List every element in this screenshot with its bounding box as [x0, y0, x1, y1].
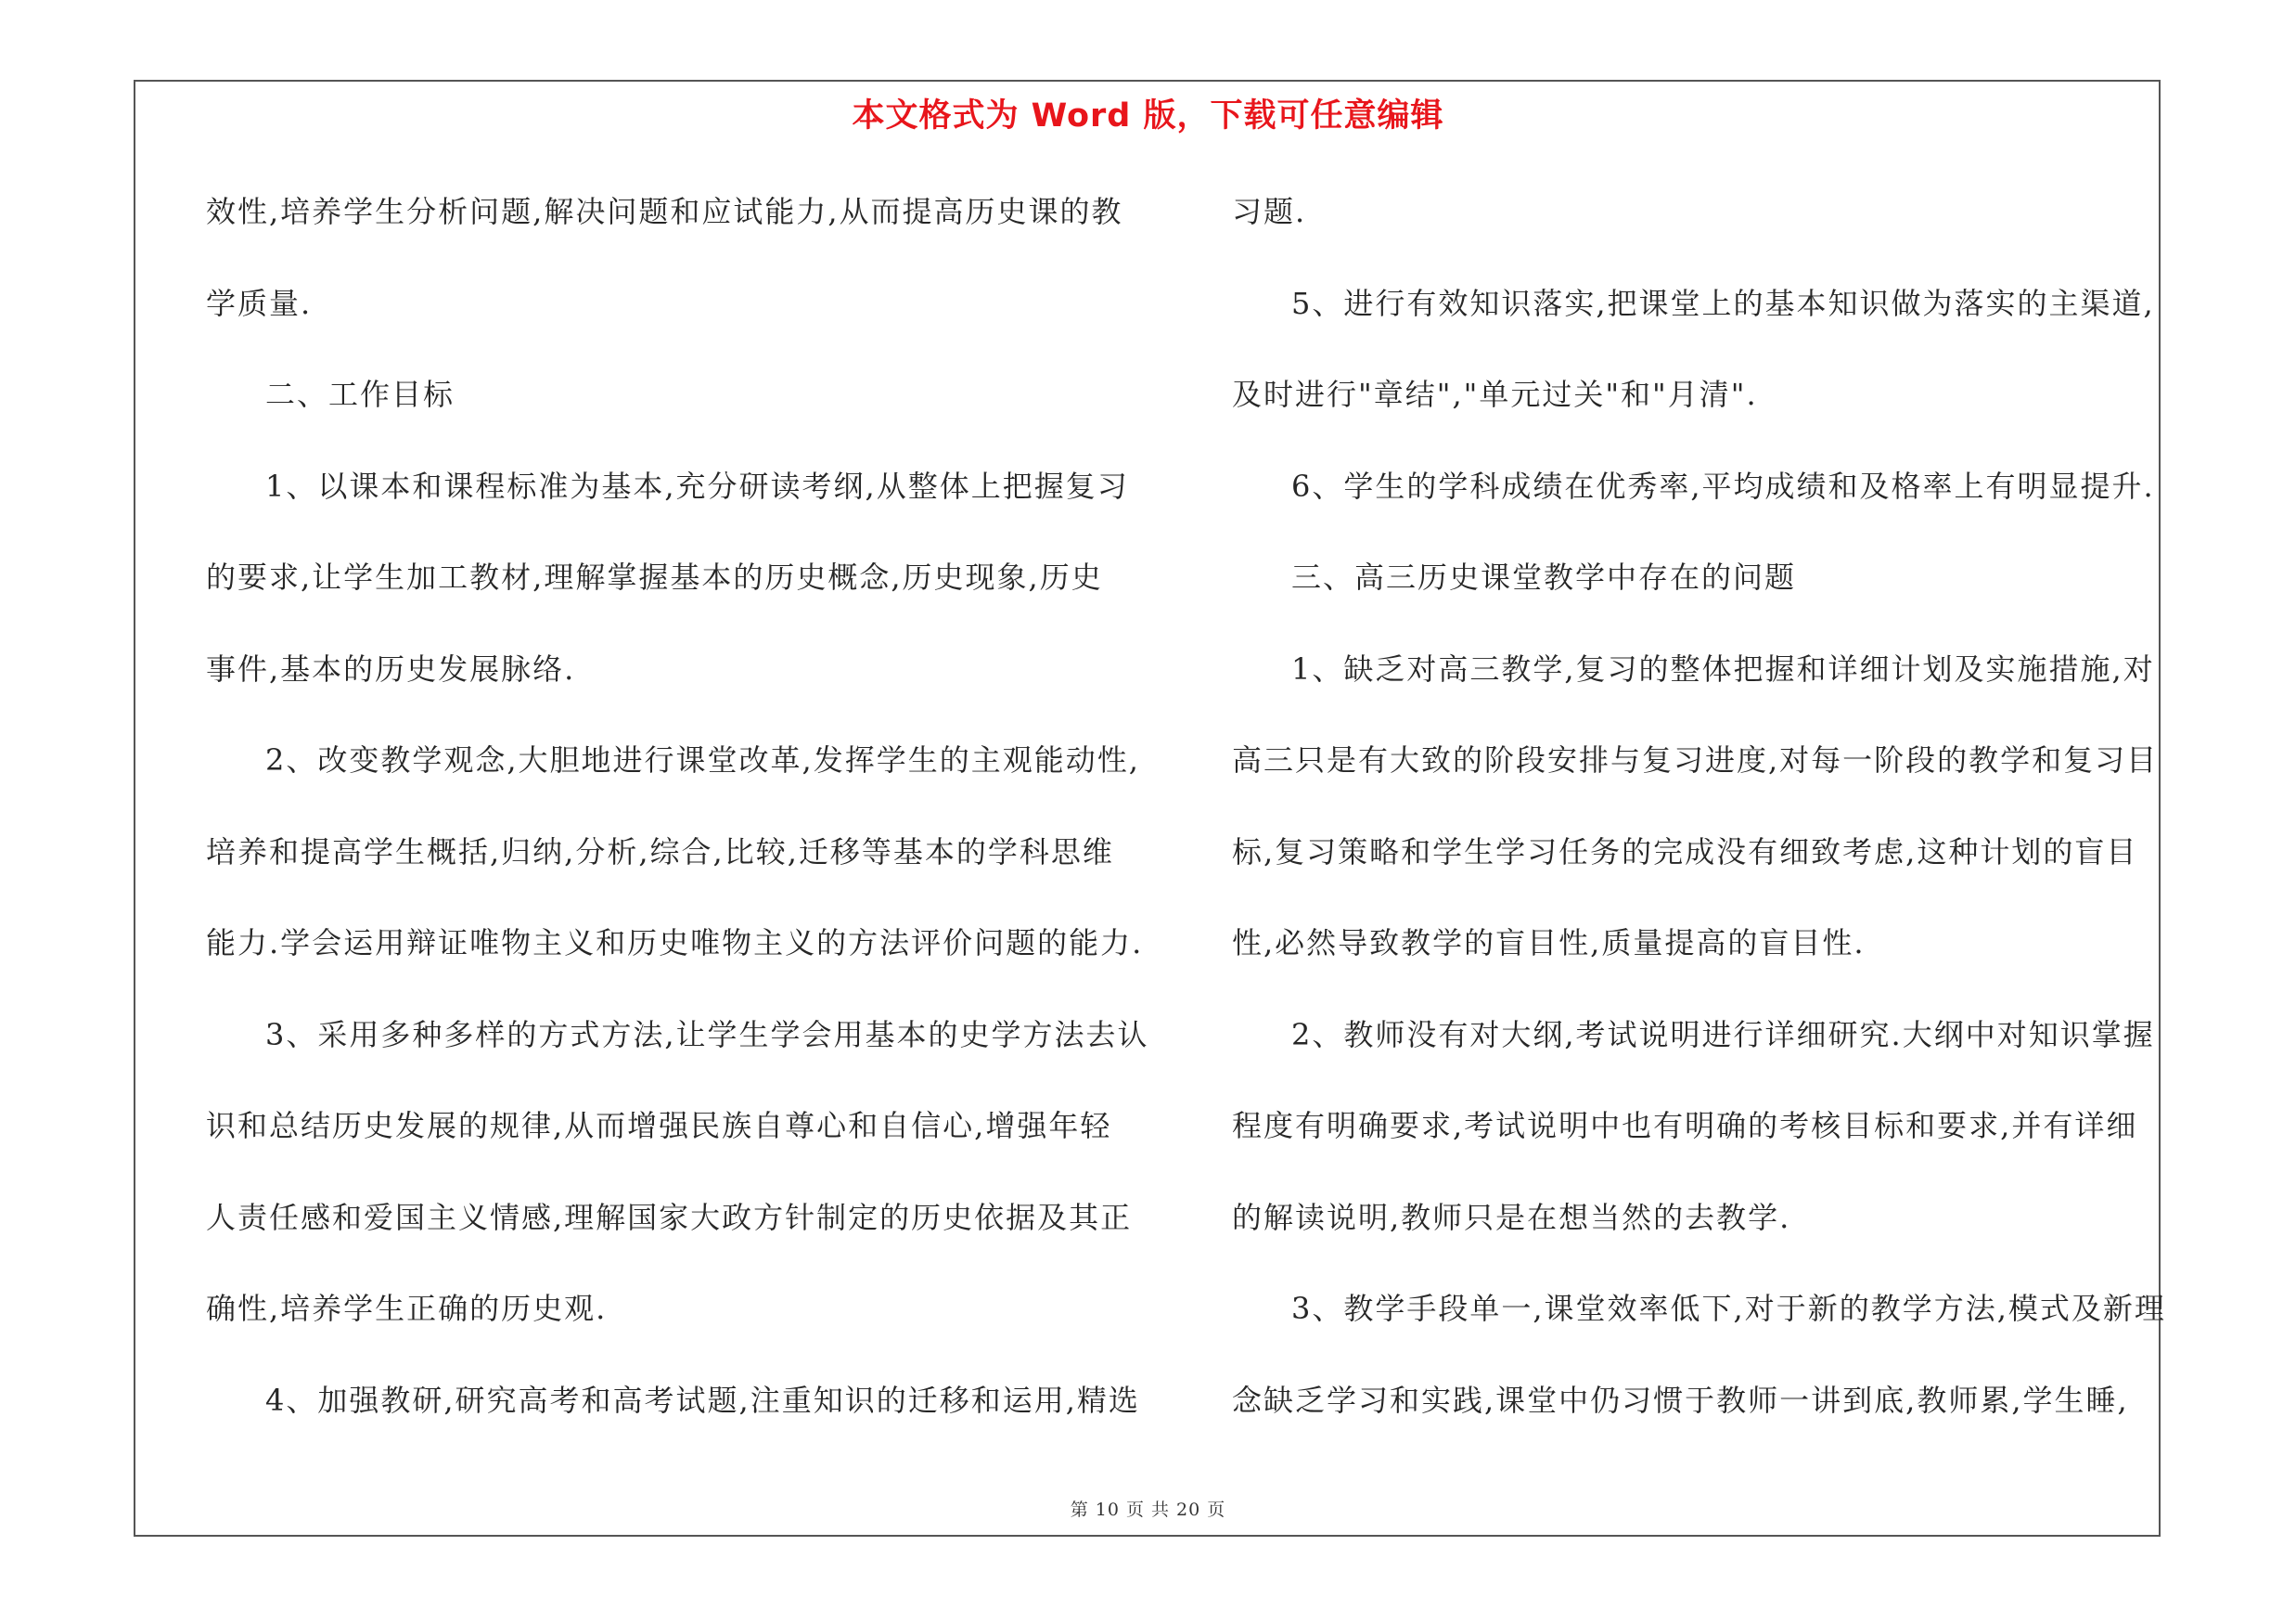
paragraph-line: 确性,培养学生正确的历史观.	[206, 1291, 608, 1326]
paragraph-line: 念缺乏学习和实践,课堂中仍习惯于教师一讲到底,教师累,学生睡,	[1232, 1382, 2129, 1418]
section-heading: 二、工作目标	[265, 377, 455, 412]
paragraph-line: 事件,基本的历史发展脉络.	[206, 650, 576, 687]
paragraph-line: 程度有明确要求,考试说明中也有明确的考核目标和要求,并有详细	[1232, 1108, 2138, 1143]
paragraph-line: 效性,培养学生分析问题,解决问题和应试能力,从而提高历史课的教	[206, 194, 1123, 229]
paragraph-line: 1、以课本和课程标准为基本,充分研读考纲,从整体上把握复习	[265, 468, 1129, 504]
paragraph-line: 1、缺乏对高三教学,复习的整体把握和详细计划及实施措施,对	[1291, 650, 2155, 687]
paragraph-line: 习题.	[1232, 194, 1307, 229]
paragraph-line: 3、采用多种多样的方式方法,让学生学会用基本的史学方法去认	[265, 1016, 1149, 1052]
paragraph-line: 6、学生的学科成绩在优秀率,平均成绩和及格率上有明显提升.	[1291, 468, 2155, 504]
section-heading: 三、高三历史课堂教学中存在的问题	[1291, 560, 1797, 595]
paragraph-line: 人责任感和爱国主义情感,理解国家大政方针制定的历史依据及其正	[206, 1199, 1133, 1235]
header-banner: 本文格式为 Word 版，下载可任意编辑	[852, 97, 1444, 135]
paragraph-line: 的解读说明,教师只是在想当然的去教学.	[1232, 1199, 1791, 1235]
paragraph-line: 高三只是有大致的阶段安排与复习进度,对每一阶段的教学和复习目	[1232, 742, 2159, 778]
paragraph-line: 及时进行"章结","单元过关"和"月清".	[1232, 377, 1758, 412]
paragraph-line: 2、教师没有对大纲,考试说明进行详细研究.大纲中对知识掌握	[1291, 1016, 2155, 1052]
paragraph-line: 识和总结历史发展的规律,从而增强民族自尊心和自信心,增强年轻	[206, 1108, 1112, 1143]
paragraph-line: 学质量.	[206, 285, 313, 321]
paragraph-line: 3、教学手段单一,课堂效率低下,对于新的教学方法,模式及新理	[1291, 1291, 2166, 1326]
page-number: 第 10 页 共 20 页	[1070, 1500, 1226, 1520]
paragraph-line: 的要求,让学生加工教材,理解掌握基本的历史概念,历史现象,历史	[206, 560, 1103, 595]
paragraph-line: 能力.学会运用辩证唯物主义和历史唯物主义的方法评价问题的能力.	[206, 925, 1144, 960]
paragraph-line: 4、加强教研,研究高考和高考试题,注重知识的迁移和运用,精选	[265, 1382, 1140, 1418]
paragraph-line: 性,必然导致教学的盲目性,质量提高的盲目性.	[1232, 925, 1866, 960]
paragraph-line: 5、进行有效知识落实,把课堂上的基本知识做为落实的主渠道,	[1291, 285, 2155, 321]
paragraph-line: 培养和提高学生概括,归纳,分析,综合,比较,迁移等基本的学科思维	[206, 833, 1114, 869]
left-column	[206, 186, 1171, 1465]
paragraph-line: 标,复习策略和学生学习任务的完成没有细致考虑,这种计划的盲目	[1232, 833, 2138, 869]
paragraph-line: 2、改变教学观念,大胆地进行课堂改革,发挥学生的主观能动性,	[265, 742, 1140, 778]
right-column	[1232, 186, 2166, 1465]
